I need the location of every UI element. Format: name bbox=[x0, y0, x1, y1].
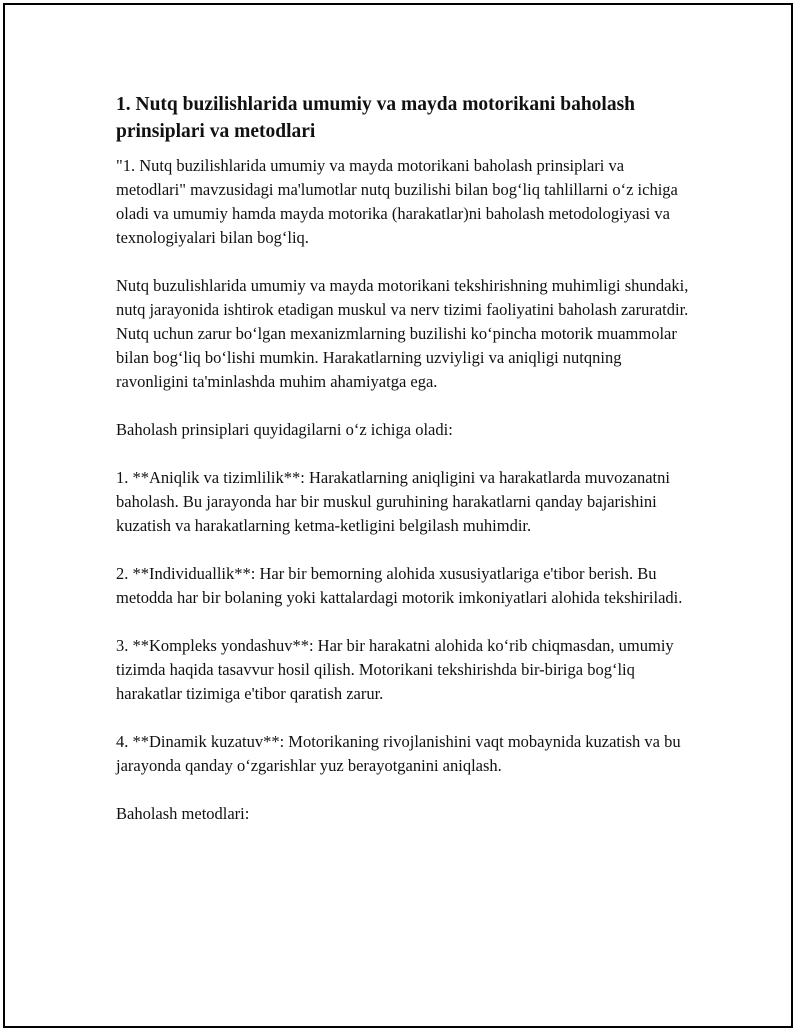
paragraph-principle-4: 4. **Dinamik kuzatuv**: Motorikaning rivojlanishini vaqt mobaynida kuzatish va bu jarayonda qanday o‘zgarishlar yuz berayotganini aniqlash. bbox=[116, 732, 681, 775]
paragraph-importance: Nutq buzulishlarida umumiy va mayda motorikani tekshirishning muhimligi shundaki, nutq jarayonida ishtirok etadigan muskul va nerv tizimi faoliyatini baholash zaruratdir. Nutq uchun zarur bo‘lgan mexanizmlarning buzilishi ko‘pincha motorik muammolar bilan bog‘liq bo‘lishi mumkin. Harakatlarning uzviyligi va aniqligi nutqning ravonligini ta'minlashda muhim ahamiyatga ega. bbox=[116, 276, 689, 391]
document-body bbox=[116, 91, 696, 850]
paragraph-intro: "1. Nutq buzilishlarida umumiy va mayda motorikani baholash prinsiplari va metodlari" mavzusidagi ma'lumotlar nutq buzilishi bilan bog‘liq tahlillarni o‘z ichiga oladi va umumiy hamda mayda motorika (harakatlar)ni baholash metodologiyasi va texnologiyalari bilan bog‘liq. bbox=[116, 156, 678, 247]
paragraph-methods-heading: Baholash metodlari: bbox=[116, 804, 250, 823]
paragraph-principle-2: 2. **Individuallik**: Har bir bemorning alohida xususiyatlariga e'tibor berish. Bu metodda har bir bolaning yoki kattalardagi motorik imkoniyatlari alohida tekshiriladi. bbox=[116, 564, 683, 607]
paragraph-principle-3: 3. **Kompleks yondashuv**: Har bir harakatni alohida ko‘rib chiqmasdan, umumiy tizimda haqida tasavvur hosil qilish. Motorikani tekshirishda bir-biriga bog‘liq harakatlar tizimiga e'tibor qaratish zarur. bbox=[116, 636, 674, 703]
paragraph-principles-heading: Baholash prinsiplari quyidagilarni o‘z ichiga oladi: bbox=[116, 420, 453, 439]
document-title: 1. Nutq buzilishlarida umumiy va mayda motorikani baholash prinsiplari va metodlari bbox=[116, 94, 636, 142]
paragraph-principle-1: 1. **Aniqlik va tizimlilik**: Harakatlarning aniqligini va harakatlarda muvozanatni baholash. Bu jarayonda har bir muskul guruhining harakatlarni qanday bajarishini kuzatish va harakatlarning ketma-ketligini belgilash muhimdir. bbox=[116, 468, 670, 535]
